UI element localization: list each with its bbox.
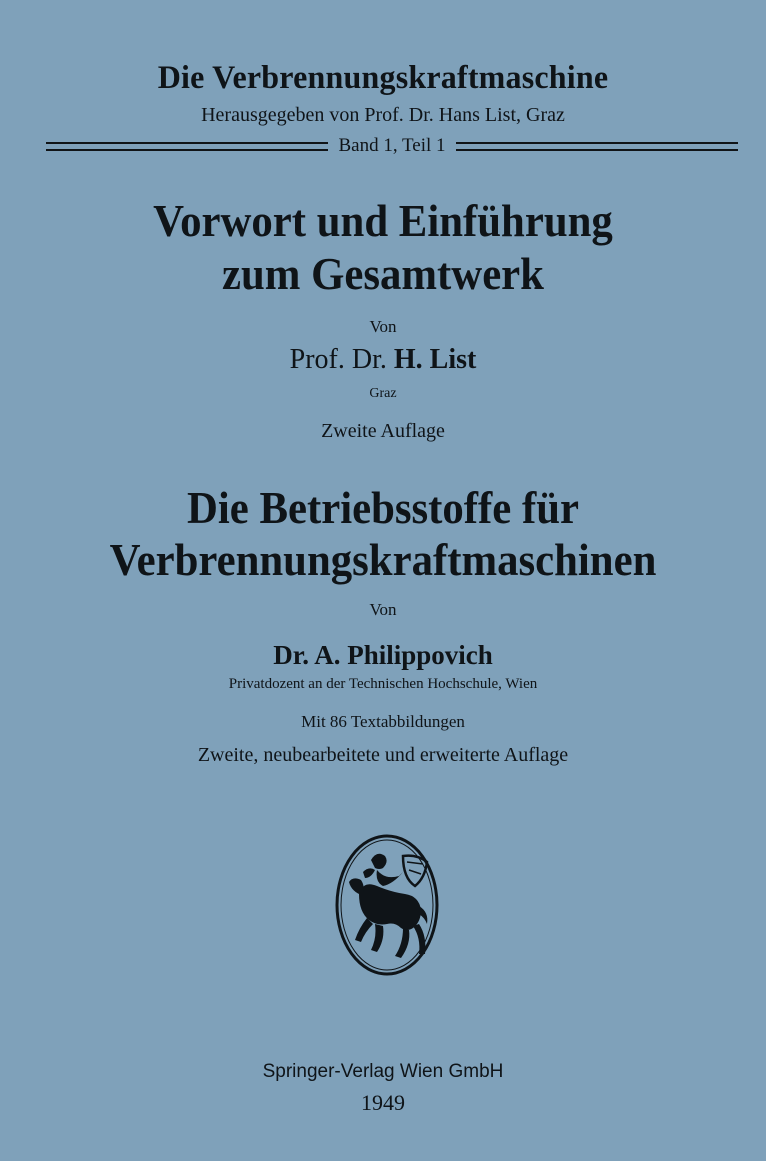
- series-title: Die Verbrennungskraftmaschine: [157, 60, 609, 96]
- divider-rule-right: [456, 142, 738, 151]
- part2-author: Dr. A. Philippovich: [273, 640, 493, 670]
- springer-knight-icon: [333, 832, 441, 978]
- publisher-name: Springer-Verlag Wien GmbH: [262, 1061, 504, 1082]
- part1-author: [0, 344, 766, 376]
- part2-affiliation: Privatdozent an der Technischen Hochschule, Wien: [228, 676, 538, 692]
- part1-place: Graz: [369, 386, 397, 401]
- part1-edition: Zweite Auflage: [321, 420, 445, 442]
- divider-rule-left: [46, 142, 328, 151]
- part1-author-prefix: Prof. Dr.: [289, 344, 387, 375]
- part1-title-line2: zum Gesamtwerk: [222, 248, 544, 299]
- part2-edition: Zweite, neubearbeitete und erweiterte Auflage: [197, 744, 569, 766]
- volume-divider: [46, 134, 738, 158]
- part2-figures: Mit 86 Textabbildungen: [301, 712, 465, 731]
- part1-title-line1: Vorwort und Einführung: [153, 195, 613, 246]
- volume-label: Band 1, Teil 1: [338, 135, 446, 156]
- part1-by: Von: [369, 317, 397, 336]
- part2-title-line1: Die Betriebsstoffe für: [186, 482, 580, 533]
- publication-year: 1949: [361, 1090, 405, 1115]
- series-editor: Herausgegeben von Prof. Dr. Hans List, Graz: [201, 104, 565, 126]
- part1-author-name: H. List: [393, 344, 477, 375]
- part2-title-line2: Verbrennungskraftmaschinen: [109, 534, 657, 585]
- part2-by: Von: [369, 600, 397, 619]
